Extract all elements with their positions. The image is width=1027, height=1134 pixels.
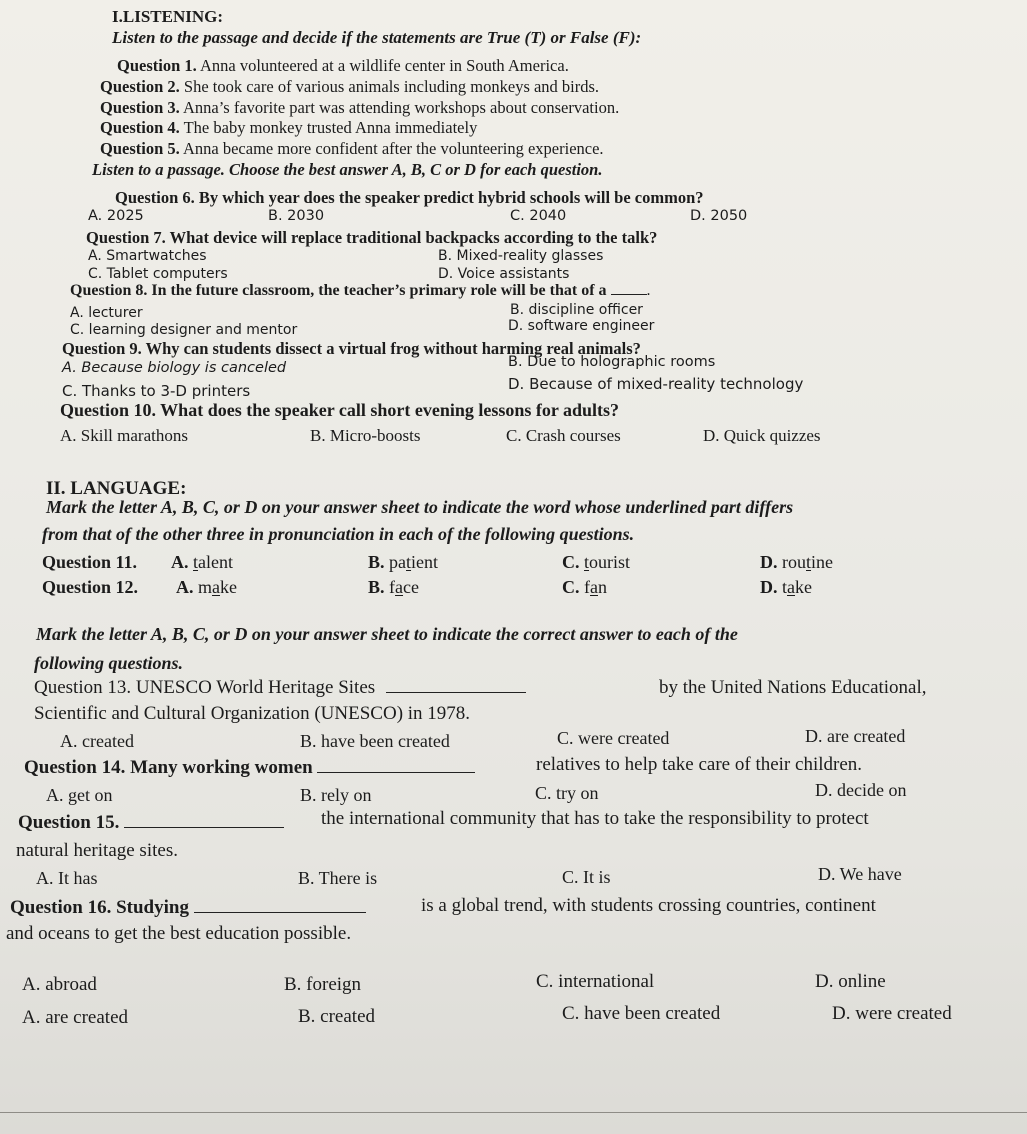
word-part: alent [198,552,233,572]
answer-blank [611,293,647,295]
instruction-correct-answer-line2: following questions. [34,653,184,673]
question-8-end: . [646,282,651,299]
option-letter: C. [562,552,580,572]
word-part: ourist [589,552,631,572]
question-text: Anna volunteered at a wildlife center in South America. [199,56,569,75]
question-label: Question 2. [100,77,180,96]
q11-option-a [171,552,233,573]
question-13-line1-end: by the United Nations Educational, [659,677,927,698]
q9-option-d: D. Because of mixed-reality technology [508,375,804,393]
answer-blank [124,826,284,828]
q8-option-b: B. discipline officer [510,302,643,318]
question-6-stem: Question 6. By which year does the speaker predict hybrid schools will be common? [115,188,704,207]
q9-option-c: C. Thanks to 3-D printers [62,382,251,400]
word-part: ine [811,552,834,572]
q9-option-a: A. Because biology is canceled [62,360,287,376]
option-letter: B. [368,577,385,597]
underlined-part: t [806,552,812,572]
question-text: Question 16. Studying [10,897,189,918]
instruction-pronunciation-line2: from that of the other three in pronunciation in each of the following questions. [42,524,635,544]
underlined-part: t [193,552,199,572]
word-part: m [198,577,213,597]
word-part: rou [782,552,806,572]
q16-option-c: C. international [536,971,655,992]
option-letter: B. [368,552,385,572]
q10-option-a: A. Skill marathons [60,426,188,445]
q6-option-c: C. 2040 [510,208,567,224]
question-4 [100,118,477,138]
q13-option-c: C. were created [557,728,670,748]
question-14-line-end: relatives to help take care of their children. [536,754,863,775]
q7-option-b: B. Mixed-reality glasses [438,248,604,264]
question-label: Question 4. [100,118,180,137]
question-label: Question 15. [18,812,120,833]
q10-option-d: D. Quick quizzes [703,426,821,445]
extra-option-c: C. have been created [562,1003,721,1024]
question-3 [100,98,619,118]
question-text: Question 14. Many working women [24,757,313,778]
option-letter: A. [171,552,189,572]
question-9-stem: Question 9. Why can students dissect a virtual frog without harming real animals? [62,339,641,358]
underlined-part: t [406,552,412,572]
answer-blank [194,911,366,913]
question-8-stem [70,282,651,300]
underlined-part: t [584,552,590,572]
q14-option-c: C. try on [535,783,599,803]
q11-option-c [562,552,630,573]
q16-option-b: B. foreign [284,974,362,995]
option-letter: A. [176,577,194,597]
q14-option-a: A. get on [46,785,113,805]
q15-option-a: A. It has [36,868,98,888]
extra-option-d: D. were created [832,1003,952,1024]
q13-option-b: B. have been created [300,731,450,751]
instruction-correct-answer-line1: Mark the letter A, B, C, or D on your answer sheet to indicate the correct answer to each of the [36,624,738,644]
question-text: Anna became more confident after the volunteering experience. [182,139,604,158]
q8-option-a: A. lecturer [70,305,143,321]
question-label: Question 5. [100,139,180,158]
page-bottom-divider [0,1112,1027,1113]
underlined-part: a [787,577,796,597]
question-7-stem: Question 7. What device will replace traditional backpacks according to the talk? [86,228,658,247]
question-10-stem: Question 10. What does the speaker call short evening lessons for adults? [60,400,620,420]
q11-option-b [368,552,438,573]
question-16-line1-end: is a global trend, with students crossing countries, continent [421,895,876,916]
question-label: Question 1. [117,56,197,75]
word-part: pa [389,552,407,572]
q11-option-d [760,552,833,573]
question-text: Anna’s favorite part was attending workshops about conservation. [182,98,620,117]
q7-option-a: A. Smartwatches [88,248,207,264]
word-part: t [782,577,788,597]
q6-option-d: D. 2050 [690,208,748,224]
word-part: f [389,577,396,597]
question-15-line2: natural heritage sites. [16,840,178,861]
q10-option-b: B. Micro-boosts [310,426,421,445]
option-letter: C. [562,577,580,597]
q14-option-d: D. decide on [815,780,907,800]
q14-option-b: B. rely on [300,785,372,805]
question-1 [117,56,569,76]
question-12-label: Question 12. [42,577,139,597]
underlined-part: a [590,577,598,597]
question-15-line1 [18,812,284,834]
extra-option-b: B. created [298,1006,376,1027]
section-heading-listening: I.LISTENING: [112,7,224,26]
option-letter: D. [760,577,778,597]
question-text: The baby monkey trusted Anna immediately [183,118,478,137]
q16-option-d: D. online [815,971,886,992]
q12-option-b [368,577,419,598]
q6-option-b: B. 2030 [268,208,325,224]
question-13-line1 [34,677,526,699]
q13-option-d: D. are created [805,726,906,746]
underlined-part: a [212,577,221,597]
q8-option-d: D. software engineer [508,318,655,334]
question-16-line2: and oceans to get the best education possible. [6,923,352,944]
q7-option-c: C. Tablet computers [88,266,228,282]
word-part: ke [220,577,238,597]
instruction-pronunciation-line1: Mark the letter A, B, C, or D on your answer sheet to indicate the word whose underlined part differs [46,497,794,517]
question-2 [100,77,599,97]
instruction-multiple-choice: Listen to a passage. Choose the best answer A, B, C or D for each question. [92,160,603,179]
question-8-text: Question 8. In the future classroom, the teacher’s primary role will be that of a [70,282,607,299]
question-11-label: Question 11. [42,552,138,572]
q15-option-b: B. There is [298,868,378,888]
word-part: ient [411,552,439,572]
q15-option-d: D. We have [818,864,902,884]
section-heading-language: II. LANGUAGE: [46,478,187,499]
word-part: ce [403,577,419,597]
question-15-line1-end: the international community that has to take the responsibility to protect [321,808,869,829]
q13-option-a: A. created [60,731,134,751]
answer-blank [386,691,526,693]
word-part: ke [795,577,813,597]
q10-option-c: C. Crash courses [506,426,621,445]
instruction-true-false: Listen to the passage and decide if the statements are True (T) or False (F): [112,28,642,47]
question-text: She took care of various animals including monkeys and birds. [183,77,600,96]
question-13-line2: Scientific and Cultural Organization (UNESCO) in 1978. [34,703,471,724]
option-letter: D. [760,552,778,572]
q12-option-a [176,577,237,598]
question-16-line1 [10,897,366,919]
q12-option-c [562,577,607,598]
underlined-part: a [395,577,404,597]
question-14-line [24,757,475,779]
word-part: n [598,577,607,597]
question-text: Question 13. UNESCO World Heritage Sites [34,677,376,698]
q7-option-d: D. Voice assistants [438,266,570,282]
answer-blank [317,771,475,773]
question-label: Question 3. [100,98,180,117]
q9-option-b: B. Due to holographic rooms [508,354,716,370]
extra-option-a: A. are created [22,1007,129,1028]
word-part: f [584,577,590,597]
q16-option-a: A. abroad [22,974,97,995]
q6-option-a: A. 2025 [88,208,144,224]
question-5 [100,139,604,159]
q15-option-c: C. It is [562,867,611,887]
q8-option-c: C. learning designer and mentor [70,322,298,338]
q12-option-d [760,577,812,598]
